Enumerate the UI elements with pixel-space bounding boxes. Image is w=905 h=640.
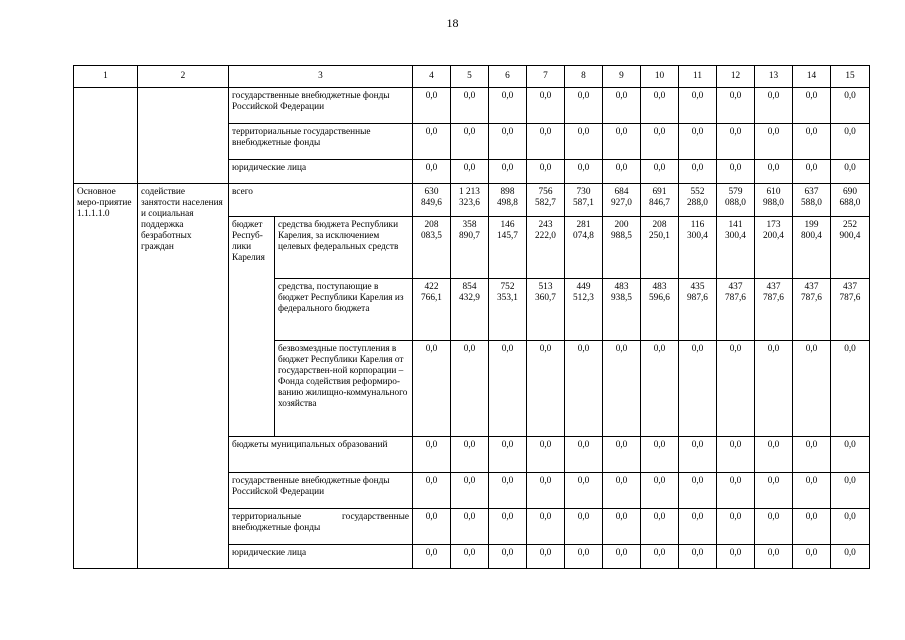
value-cell: 0,0 <box>755 341 793 437</box>
value-cell <box>565 217 603 279</box>
source-label: безвозмездные поступления в бюджет Республики Карелия от государствен-ной корпорации – Фонда содействия реформиро-ванию жилищно-коммунального хозяйства <box>275 341 413 437</box>
value-cell <box>603 217 641 279</box>
value-cell: 0,0 <box>527 160 565 184</box>
value-cell: 0,0 <box>527 341 565 437</box>
value-cell: 0,0 <box>755 124 793 160</box>
value-part: 752 <box>500 282 515 292</box>
value-cell <box>831 279 870 341</box>
value-cell: 0,0 <box>413 341 451 437</box>
budget-table <box>73 65 870 569</box>
value-cell: 0,0 <box>679 88 717 124</box>
value-cell <box>679 279 717 341</box>
value-cell: 0,0 <box>451 124 489 160</box>
value-part: 435 <box>690 282 705 292</box>
value-cell <box>527 184 565 217</box>
budget-group-label: бюджет Респуб-лики Карелия <box>229 217 275 437</box>
value-cell <box>603 184 641 217</box>
value-part: 630 <box>424 187 439 197</box>
value-cell: 0,0 <box>679 545 717 569</box>
value-cell <box>413 217 451 279</box>
value-cell: 0,0 <box>565 160 603 184</box>
value-cell <box>793 279 831 341</box>
value-cell: 0,0 <box>565 437 603 473</box>
value-cell: 0,0 <box>603 160 641 184</box>
value-cell <box>451 184 489 217</box>
value-part: 900,4 <box>839 231 861 241</box>
value-cell <box>755 279 793 341</box>
value-cell: 0,0 <box>717 473 755 509</box>
column-header: 3 <box>229 66 413 88</box>
source-label: государственные внебюджетные фонды Российской Федерации <box>229 88 413 124</box>
value-cell <box>413 184 451 217</box>
column-header: 11 <box>679 66 717 88</box>
value-cell: 0,0 <box>831 124 870 160</box>
empty-cell <box>138 88 229 184</box>
value-cell: 0,0 <box>831 160 870 184</box>
value-cell: 0,0 <box>603 88 641 124</box>
value-cell <box>679 184 717 217</box>
value-part: 690 <box>843 187 857 197</box>
value-cell: 0,0 <box>489 124 527 160</box>
header-row <box>74 66 870 88</box>
value-part: 898 <box>500 187 515 197</box>
value-part: 432,9 <box>459 293 480 303</box>
value-part: 250,1 <box>649 231 670 241</box>
value-cell: 0,0 <box>793 509 831 545</box>
value-cell <box>413 279 451 341</box>
value-cell: 0,0 <box>603 124 641 160</box>
value-cell: 0,0 <box>755 509 793 545</box>
value-part: 587,1 <box>573 198 594 208</box>
value-cell: 0,0 <box>413 160 451 184</box>
column-header: 10 <box>641 66 679 88</box>
source-label: бюджеты муниципальных образований <box>229 437 413 473</box>
value-cell: 0,0 <box>755 88 793 124</box>
value-part: 288,0 <box>687 198 708 208</box>
value-part: 988,5 <box>611 231 632 241</box>
value-part: 358 <box>462 220 477 230</box>
value-part: 437 <box>766 282 781 292</box>
table-row <box>74 88 870 124</box>
value-cell: 0,0 <box>641 341 679 437</box>
column-header: 13 <box>755 66 793 88</box>
value-cell: 0,0 <box>755 545 793 569</box>
value-cell: 0,0 <box>565 341 603 437</box>
value-cell: 0,0 <box>641 88 679 124</box>
value-cell <box>755 184 793 217</box>
value-cell <box>489 279 527 341</box>
value-cell: 0,0 <box>603 545 641 569</box>
value-part: 498,8 <box>497 198 518 208</box>
value-cell <box>717 217 755 279</box>
column-header: 1 <box>74 66 138 88</box>
value-cell <box>717 184 755 217</box>
value-part: 513 <box>538 282 553 292</box>
column-header: 12 <box>717 66 755 88</box>
value-part: 927,0 <box>611 198 632 208</box>
value-cell: 0,0 <box>413 509 451 545</box>
value-cell: 0,0 <box>451 437 489 473</box>
value-part: 074,8 <box>573 231 594 241</box>
value-cell: 0,0 <box>717 160 755 184</box>
value-part: 437 <box>804 282 819 292</box>
value-cell: 0,0 <box>679 341 717 437</box>
value-part: 579 <box>728 187 743 197</box>
value-part: 787,6 <box>763 293 784 303</box>
value-part: 688,0 <box>839 198 861 208</box>
value-cell: 0,0 <box>489 341 527 437</box>
value-part: 323,6 <box>459 198 480 208</box>
value-part: 360,7 <box>535 293 556 303</box>
measure-name: содействие занятости населения и социальная поддержка безработных граждан <box>138 184 229 569</box>
value-cell: 0,0 <box>413 473 451 509</box>
value-cell: 0,0 <box>565 473 603 509</box>
value-cell: 0,0 <box>831 88 870 124</box>
value-cell: 0,0 <box>679 124 717 160</box>
value-part: 449 <box>576 282 591 292</box>
value-cell <box>641 279 679 341</box>
source-label: юридические лица <box>229 160 413 184</box>
value-part: 691 <box>652 187 667 197</box>
value-cell <box>489 217 527 279</box>
value-cell <box>565 184 603 217</box>
value-cell: 0,0 <box>565 509 603 545</box>
value-part: 846,7 <box>649 198 670 208</box>
source-label-part: государственные <box>341 512 409 522</box>
value-cell: 0,0 <box>527 437 565 473</box>
column-header: 8 <box>565 66 603 88</box>
value-part: 637 <box>804 187 819 197</box>
value-cell: 0,0 <box>755 160 793 184</box>
value-cell: 0,0 <box>565 124 603 160</box>
value-cell: 0,0 <box>641 124 679 160</box>
value-cell: 0,0 <box>793 437 831 473</box>
value-part: 083,5 <box>421 231 442 241</box>
value-cell: 0,0 <box>413 88 451 124</box>
value-cell: 0,0 <box>489 437 527 473</box>
measure-code: Основное меро-приятие 1.1.1.1.0 <box>74 184 138 569</box>
value-part: 146 <box>500 220 515 230</box>
value-cell <box>641 217 679 279</box>
value-cell: 0,0 <box>679 473 717 509</box>
column-header: 6 <box>489 66 527 88</box>
value-cell: 0,0 <box>717 509 755 545</box>
value-cell <box>793 184 831 217</box>
value-part: 199 <box>804 220 819 230</box>
value-cell: 0,0 <box>603 509 641 545</box>
value-part: 684 <box>614 187 629 197</box>
value-part: 730 <box>576 187 591 197</box>
column-header: 7 <box>527 66 565 88</box>
source-label-part: внебюджетные фонды <box>232 523 321 533</box>
value-cell: 0,0 <box>793 160 831 184</box>
value-cell: 0,0 <box>527 545 565 569</box>
value-cell: 0,0 <box>489 509 527 545</box>
value-part: 437 <box>843 282 857 292</box>
value-part: 208 <box>424 220 439 230</box>
value-part: 483 <box>614 282 629 292</box>
value-part: 437 <box>728 282 743 292</box>
value-part: 422 <box>424 282 439 292</box>
empty-cell <box>74 88 138 184</box>
column-header: 9 <box>603 66 641 88</box>
value-cell: 0,0 <box>489 473 527 509</box>
value-cell: 0,0 <box>603 437 641 473</box>
source-label: территориальные государственные внебюджетные фонды <box>229 124 413 160</box>
value-part: 766,1 <box>421 293 442 303</box>
value-part: 610 <box>766 187 781 197</box>
column-header: 2 <box>138 66 229 88</box>
value-cell: 0,0 <box>793 341 831 437</box>
value-part: 145,7 <box>497 231 518 241</box>
value-cell: 0,0 <box>527 473 565 509</box>
value-part: 141 <box>728 220 743 230</box>
source-label: средства бюджета Республики Карелия, за исключением целевых федеральных средств <box>275 217 413 279</box>
value-cell <box>565 279 603 341</box>
value-cell: 0,0 <box>755 437 793 473</box>
value-cell: 0,0 <box>603 341 641 437</box>
value-cell: 0,0 <box>679 160 717 184</box>
source-label <box>229 509 413 545</box>
value-part: 300,4 <box>687 231 708 241</box>
value-cell <box>451 279 489 341</box>
value-part: 208 <box>652 220 667 230</box>
value-part: 200,4 <box>763 231 784 241</box>
value-cell: 0,0 <box>717 124 755 160</box>
value-cell: 0,0 <box>793 545 831 569</box>
value-cell: 0,0 <box>451 509 489 545</box>
value-cell: 0,0 <box>451 88 489 124</box>
value-part: 281 <box>576 220 591 230</box>
value-cell: 0,0 <box>793 473 831 509</box>
value-part: 890,7 <box>459 231 480 241</box>
value-cell: 0,0 <box>451 341 489 437</box>
value-cell: 0,0 <box>413 545 451 569</box>
value-cell <box>527 279 565 341</box>
value-part: 252 <box>843 220 857 230</box>
value-cell: 0,0 <box>413 437 451 473</box>
value-cell: 0,0 <box>679 437 717 473</box>
value-cell <box>755 217 793 279</box>
source-label-part: территориальные <box>232 512 302 522</box>
value-cell: 0,0 <box>793 124 831 160</box>
value-part: 243 <box>538 220 553 230</box>
value-cell: 0,0 <box>603 473 641 509</box>
value-cell <box>527 217 565 279</box>
value-cell: 0,0 <box>527 509 565 545</box>
value-part: 787,6 <box>725 293 746 303</box>
value-cell <box>717 279 755 341</box>
value-part: 987,6 <box>687 293 708 303</box>
value-cell: 0,0 <box>831 509 870 545</box>
value-cell: 0,0 <box>641 545 679 569</box>
value-cell: 0,0 <box>527 88 565 124</box>
value-part: 849,6 <box>421 198 442 208</box>
column-header: 5 <box>451 66 489 88</box>
value-cell: 0,0 <box>565 88 603 124</box>
value-part: 588,0 <box>801 198 822 208</box>
page-number: 18 <box>446 16 459 30</box>
value-cell: 0,0 <box>679 509 717 545</box>
value-cell: 0,0 <box>831 341 870 437</box>
value-cell <box>793 217 831 279</box>
column-header: 4 <box>413 66 451 88</box>
source-label: юридические лица <box>229 545 413 569</box>
value-part: 483 <box>652 282 667 292</box>
value-cell: 0,0 <box>717 341 755 437</box>
value-part: 854 <box>462 282 477 292</box>
value-cell: 0,0 <box>717 545 755 569</box>
value-cell: 0,0 <box>413 124 451 160</box>
value-cell: 0,0 <box>717 437 755 473</box>
value-cell: 0,0 <box>451 473 489 509</box>
value-cell: 0,0 <box>717 88 755 124</box>
value-part: 116 <box>690 220 705 230</box>
value-cell: 0,0 <box>527 124 565 160</box>
value-part: 596,6 <box>649 293 670 303</box>
value-cell: 0,0 <box>793 88 831 124</box>
column-header: 14 <box>793 66 831 88</box>
value-part: 938,5 <box>611 293 632 303</box>
value-cell: 0,0 <box>451 160 489 184</box>
value-part: 1 213 <box>459 187 480 197</box>
value-cell <box>831 184 870 217</box>
value-cell: 0,0 <box>641 473 679 509</box>
value-cell: 0,0 <box>641 509 679 545</box>
value-part: 800,4 <box>801 231 822 241</box>
value-cell: 0,0 <box>489 160 527 184</box>
value-part: 200 <box>614 220 629 230</box>
value-part: 552 <box>690 187 705 197</box>
value-cell: 0,0 <box>755 473 793 509</box>
value-cell: 0,0 <box>831 473 870 509</box>
value-cell: 0,0 <box>489 545 527 569</box>
value-part: 787,6 <box>801 293 822 303</box>
value-part: 088,0 <box>725 198 746 208</box>
value-part: 512,3 <box>573 293 594 303</box>
table-row <box>74 184 870 217</box>
value-part: 787,6 <box>839 293 861 303</box>
value-cell <box>603 279 641 341</box>
value-cell <box>641 184 679 217</box>
source-label: средства, поступающие в бюджет Республики Карелия из федерального бюджета <box>275 279 413 341</box>
value-cell <box>451 217 489 279</box>
value-part: 300,4 <box>725 231 746 241</box>
value-cell: 0,0 <box>489 88 527 124</box>
value-cell: 0,0 <box>451 545 489 569</box>
value-part: 222,0 <box>535 231 556 241</box>
value-cell <box>679 217 717 279</box>
source-label: государственные внебюджетные фонды Российской Федерации <box>229 473 413 509</box>
value-part: 756 <box>538 187 553 197</box>
value-cell: 0,0 <box>831 437 870 473</box>
value-cell: 0,0 <box>641 160 679 184</box>
value-part: 173 <box>766 220 781 230</box>
value-part: 353,1 <box>497 293 518 303</box>
value-cell <box>489 184 527 217</box>
value-cell: 0,0 <box>831 545 870 569</box>
value-cell <box>831 217 870 279</box>
source-label: всего <box>229 184 413 217</box>
value-cell: 0,0 <box>565 545 603 569</box>
value-part: 988,0 <box>763 198 784 208</box>
value-cell: 0,0 <box>641 437 679 473</box>
column-header: 15 <box>831 66 870 88</box>
value-part: 582,7 <box>535 198 556 208</box>
